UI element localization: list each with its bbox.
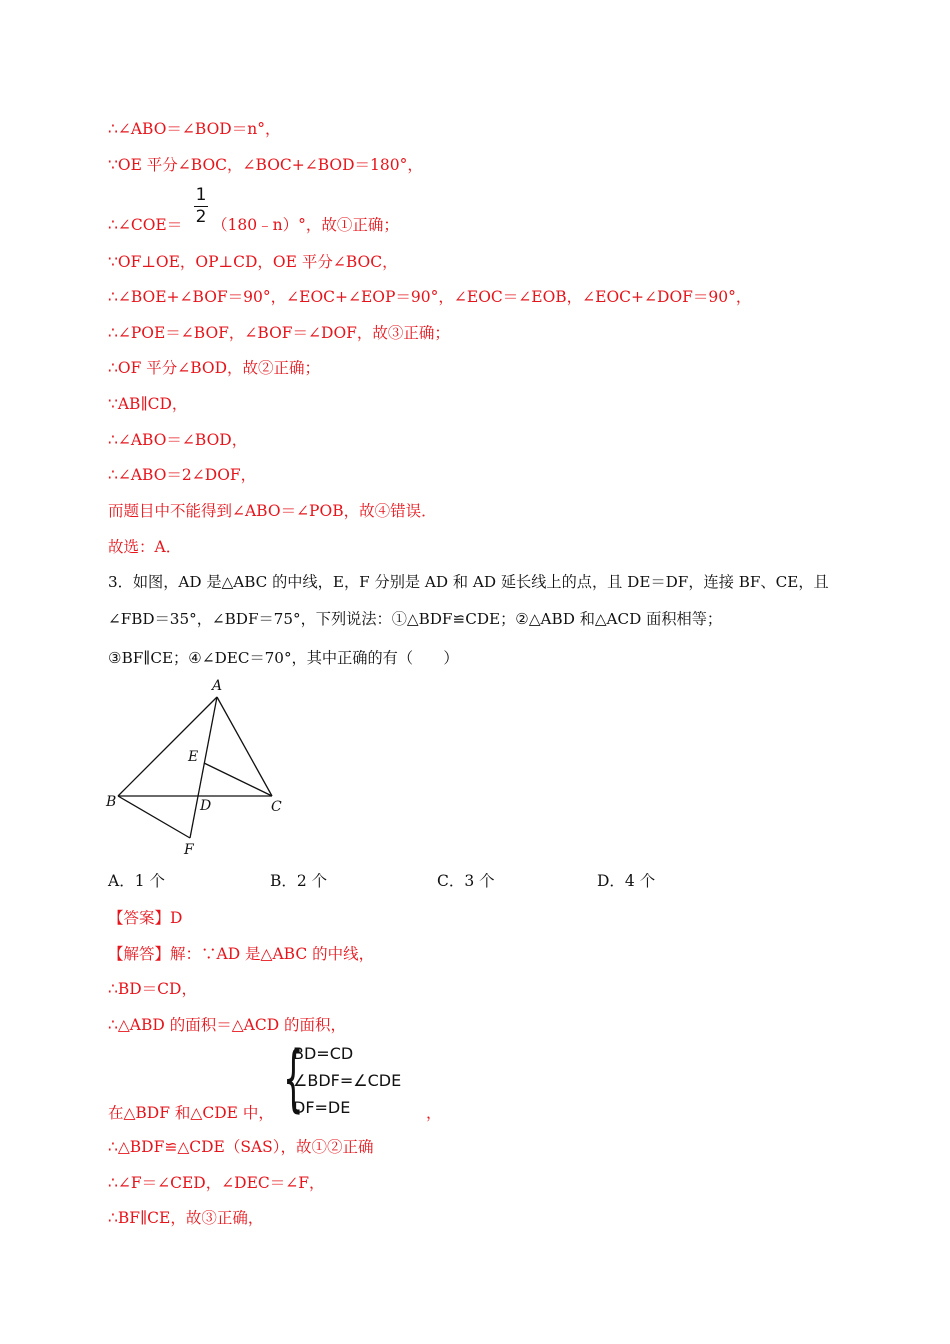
solution-line: ∴∠ABO＝2∠DOF，	[108, 466, 257, 484]
conclusion-line: ∴BF∥CE，故③正确，	[108, 1209, 264, 1227]
analysis-line: 【解答】解：∵AD 是△ABC 的中线，	[108, 945, 375, 963]
solution-line: ∴∠ABO＝∠BOD，	[108, 431, 248, 449]
brace-symbol: {	[283, 1036, 304, 1120]
choice-a: A．1 个	[108, 872, 165, 890]
solution-line: ∴OF 平分∠BOD，故②正确；	[108, 359, 321, 377]
system-comma: ，	[426, 1104, 442, 1122]
triangle-figure	[100, 672, 300, 862]
conclusion-line: ∴△BDF≌△CDE（SAS），故①②正确	[108, 1138, 374, 1156]
fraction-denominator: 2	[195, 207, 207, 227]
label-f: F	[184, 842, 194, 858]
segment-ac	[217, 697, 272, 796]
label-e: E	[188, 749, 199, 765]
solution-line: ∴∠POE＝∠BOF，∠BOF＝∠DOF，故③正确；	[108, 324, 450, 342]
label-a: A	[212, 678, 223, 694]
fraction-one-half	[194, 186, 208, 226]
choice-b: B．2 个	[270, 872, 328, 890]
label-c: C	[271, 799, 282, 815]
conclusion-line: ∴∠F＝∠CED，∠DEC＝∠F，	[108, 1174, 325, 1192]
equation-bdf-cde: ∠BDF=∠CDE	[293, 1071, 402, 1090]
in-triangles-text: 在△BDF 和△CDE 中，	[108, 1104, 274, 1122]
segment-ce	[204, 763, 272, 796]
solution-line-coe-prefix: ∴∠COE＝	[108, 216, 183, 234]
equation-df-de: DF=DE	[293, 1098, 351, 1117]
equation-system	[283, 1036, 423, 1120]
solution-line: ∵OF⊥OE，OP⊥CD，OE 平分∠BOC，	[108, 253, 398, 271]
solution-line: ∴∠BOE+∠BOF＝90°，∠EOC+∠EOP＝90°，∠EOC＝∠EOB，∠EOC+∠DOF＝90°，	[108, 288, 752, 306]
solution-line: ∵OE 平分∠BOC，∠BOC+∠BOD＝180°，	[108, 156, 423, 174]
segment-ab	[118, 697, 217, 796]
answer-label: 【答案】D	[108, 909, 183, 927]
question-line: 3．如图，AD 是△ABC 的中线，E，F 分别是 AD 和 AD 延长线上的点，且 DE＝DF，连接 BF、CE，且	[108, 573, 829, 591]
equation-bd-cd: BD=CD	[293, 1044, 354, 1063]
label-d: D	[200, 798, 212, 814]
solution-line: （180﹣n）°，故①正确；	[212, 216, 399, 234]
solution-line: 故选：A．	[108, 538, 182, 556]
fraction-numerator: 1	[195, 185, 207, 205]
solution-line: ∴∠ABO＝∠BOD＝n°，	[108, 120, 281, 138]
question-line: ∠FBD＝35°，∠BDF＝75°，下列说法：①△BDF≌CDE；②△ABD 和△ACD 面积相等；	[108, 610, 723, 628]
choice-c: C．3 个	[437, 872, 495, 890]
label-b: B	[106, 794, 117, 810]
analysis-line: ∴BD＝CD，	[108, 980, 197, 998]
solution-line: 而题目中不能得到∠ABO＝∠POB，故④错误．	[108, 502, 437, 520]
question-line: ③BF∥CE；④∠DEC＝70°，其中正确的有（ ）	[108, 649, 459, 667]
analysis-line: ∴△ABD 的面积＝△ACD 的面积，	[108, 1016, 347, 1034]
choice-d: D．4 个	[597, 872, 656, 890]
segment-bf	[118, 796, 190, 838]
solution-line: ∵AB∥CD，	[108, 395, 188, 413]
